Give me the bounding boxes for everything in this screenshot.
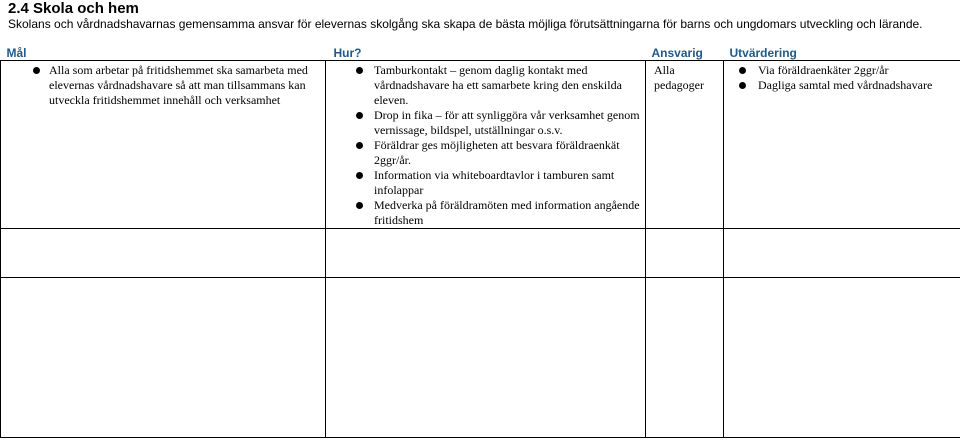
empty-cell	[724, 278, 960, 438]
hur-item-text: Medverka på föräldramöten med information angående fritidshem	[374, 198, 640, 227]
hur-item-text: Föräldrar ges möjligheten att besvara föräldraenkät 2ggr/år.	[374, 138, 620, 167]
mal-list	[1, 61, 325, 108]
list-item	[724, 63, 956, 78]
bullet-icon	[356, 202, 363, 209]
list-item	[326, 108, 641, 138]
bullet-icon	[739, 67, 746, 74]
empty-cell	[646, 229, 724, 278]
utvardering-item-text: Dagliga samtal med vårdnadshavare	[758, 78, 933, 92]
section-heading: 2.4 Skola och hem	[8, 0, 139, 17]
bullet-icon	[356, 112, 363, 119]
hur-cell	[326, 61, 646, 229]
header-hur: Hur?	[333, 46, 362, 60]
utvardering-item-text: Via föräldraenkäter 2ggr/år	[758, 63, 889, 77]
plan-table	[0, 44, 960, 438]
hur-list	[326, 61, 645, 228]
hur-item-text: Tamburkontakt – genom daglig kontakt med vårdnadshavare ha ett samarbete kring den enskilda eleven.	[374, 63, 622, 107]
mal-cell	[1, 61, 326, 229]
table-row-empty	[1, 278, 960, 438]
hur-item-text: Information via whiteboardtavlor i tamburen samt infolappar	[374, 168, 615, 197]
utvardering-list	[724, 61, 960, 93]
header-ansvarig: Ansvarig	[651, 46, 703, 60]
empty-cell	[646, 278, 724, 438]
list-item	[724, 78, 956, 93]
mal-item-text: Alla som arbetar på fritidshemmet ska samarbeta med elevernas vårdnadshavare så att man tillsammans kan utveckla fritidshemmet innehåll och verksamhet	[49, 63, 308, 107]
empty-cell	[326, 278, 646, 438]
bullet-icon	[739, 82, 746, 89]
bullet-icon	[356, 67, 363, 74]
empty-cell	[724, 229, 960, 278]
table-row	[1, 61, 960, 229]
bullet-icon	[356, 142, 363, 149]
utvardering-cell	[724, 61, 960, 229]
empty-cell	[1, 278, 326, 438]
bullet-icon	[33, 67, 40, 74]
list-item	[326, 198, 641, 228]
list-item	[326, 63, 641, 108]
bullet-icon	[356, 172, 363, 179]
table-row-empty	[1, 229, 960, 278]
section-intro: Skolans och vårdnadshavarnas gemensamma ansvar för elevernas skolgång ska skapa de bästa möjliga förutsättningarna för barns och ungdomars utveckling och lärande.	[8, 17, 923, 31]
header-row	[1, 44, 960, 61]
ansvarig-cell	[646, 61, 724, 229]
header-mal: Mål	[6, 46, 27, 60]
hur-item-text: Drop in fika – för att synliggöra vår verksamhet genom vernissage, bildspel, utställningar o.s.v.	[374, 108, 640, 137]
ansvarig-text: Alla pedagoger	[654, 63, 704, 92]
list-item	[1, 63, 321, 108]
list-item	[326, 168, 641, 198]
list-item	[326, 138, 641, 168]
empty-cell	[1, 229, 326, 278]
header-utvardering: Utvärdering	[729, 46, 797, 60]
empty-cell	[326, 229, 646, 278]
